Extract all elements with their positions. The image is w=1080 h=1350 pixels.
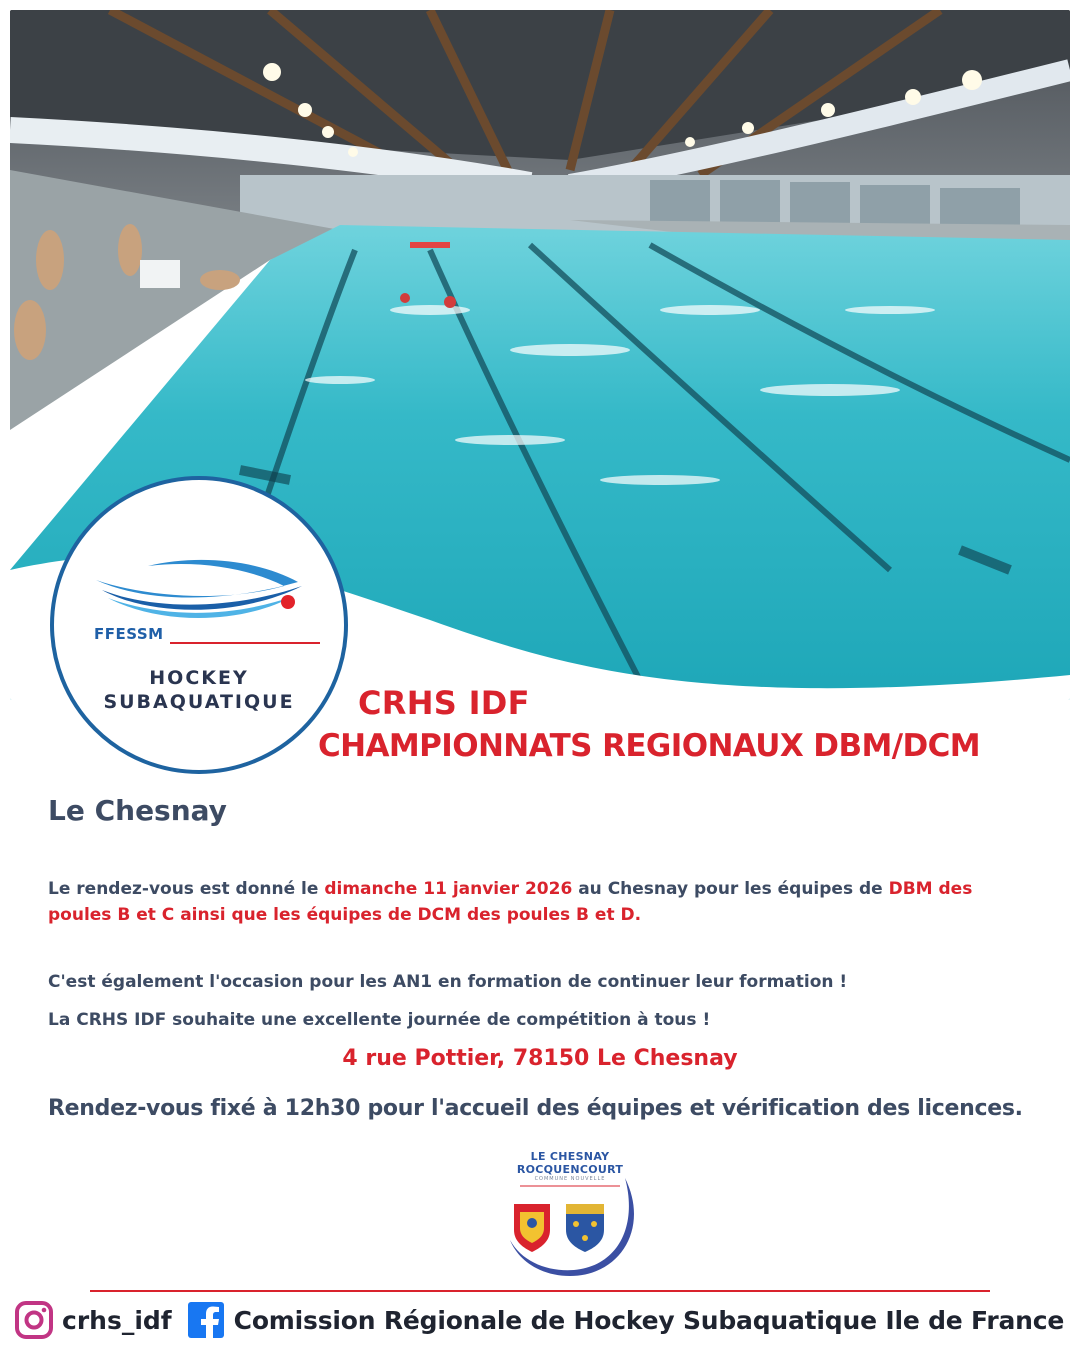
intro-paragraph [48, 876, 1008, 928]
wishes-paragraph: La CRHS IDF souhaite une excellente journée de compétition à tous ! [48, 1010, 711, 1030]
logo-discipline-name: HOCKEY SUBAQUATIQUE [103, 667, 295, 713]
location-heading: Le Chesnay [48, 794, 227, 827]
instagram-handle[interactable]: crhs_idf [62, 1305, 172, 1335]
intro-text-1: Le rendez-vous est donné le [48, 879, 325, 899]
title-organisation: CRHS IDF [358, 684, 530, 722]
city-logo-line1: LE CHESNAY [530, 1150, 610, 1163]
title-event: CHAMPIONNATS REGIONAUX DBM/DCM [318, 728, 980, 764]
teams-list: DBM des poules B et C ainsi que les équipes de DCM des poules B et D. [48, 879, 973, 925]
intro-text-2: au Chesnay pour les équipes de [572, 879, 889, 899]
meeting-time: Rendez-vous fixé à 12h30 pour l'accueil des équipes et vérification des licences. [48, 1096, 1023, 1121]
city-logo-name [500, 1150, 640, 1176]
city-logo [500, 1148, 640, 1283]
facebook-page-name[interactable]: Comission Régionale de Hockey Subaquatique Ile de France [233, 1305, 1065, 1335]
wave-emblem-icon [88, 542, 318, 632]
logo-divider [170, 642, 320, 644]
city-logo-line2: ROCQUENCOURT [516, 1163, 624, 1176]
event-date: dimanche 11 janvier 2026 [324, 879, 573, 899]
ffessm-logo [50, 476, 348, 774]
footer-divider [90, 1290, 990, 1292]
city-logo-subtitle: COMMUNE NOUVELLE [534, 1176, 606, 1182]
footer [14, 1298, 1064, 1342]
ffessm-label: FFESSM [94, 625, 164, 643]
training-paragraph: C'est également l'occasion pour les AN1 en formation de continuer leur formation ! [48, 972, 848, 992]
venue-address: 4 rue Pottier, 78150 Le Chesnay [342, 1046, 738, 1071]
instagram-icon[interactable] [14, 1300, 54, 1340]
facebook-icon[interactable] [186, 1300, 226, 1340]
